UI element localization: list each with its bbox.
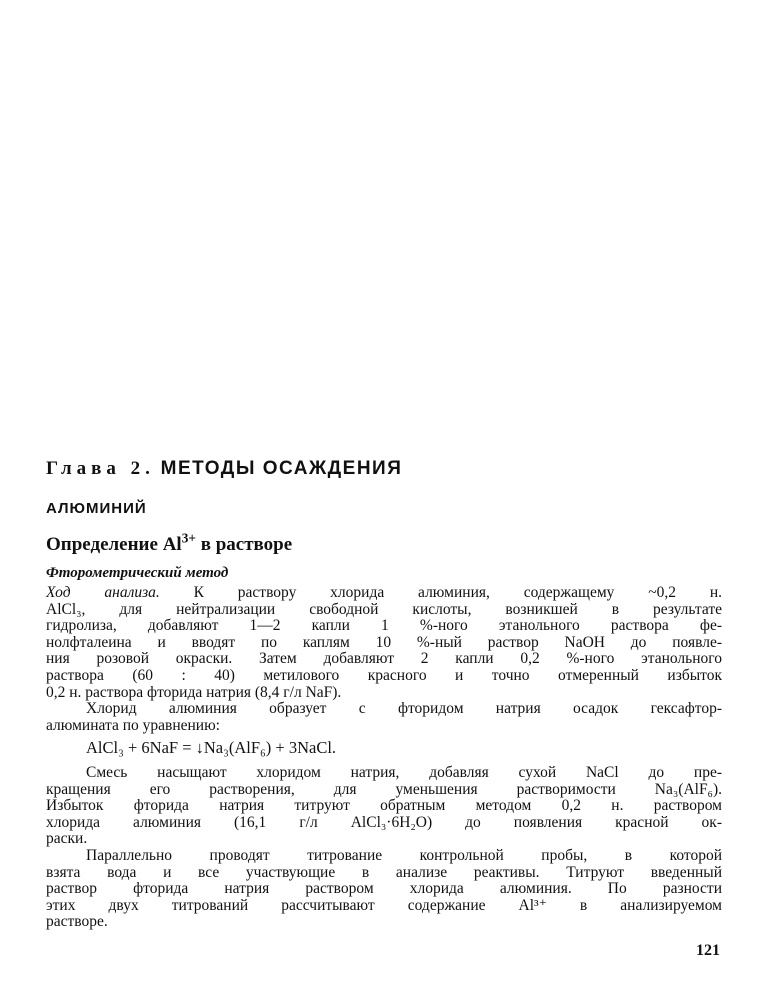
paragraph1-line: 0,2 н. раствора фторида натрия (8,4 г/л NaF). bbox=[46, 683, 342, 701]
analysis-lead: Ход анализа. bbox=[46, 584, 160, 601]
paragraph1-line: AlCl₃, для нейтрализации свободной кислоты, возникшей в результате bbox=[46, 600, 722, 618]
method-heading: Фторометрический метод bbox=[46, 565, 229, 581]
paragraph3-line: хлорида алюминия (16,1 г/л AlCl₃·6H₂O) до появления красной ок- bbox=[46, 813, 722, 831]
chapter-title: МЕТОДЫ ОСАЖДЕНИЯ bbox=[160, 458, 403, 479]
subsection-title-pre: Определение Al bbox=[46, 534, 182, 555]
page-number: 121 bbox=[696, 942, 720, 959]
paragraph4-line: этих двух титрований рассчитывают содержание Al³⁺ в анализируемом bbox=[46, 896, 722, 914]
paragraph1-line: гидролиза, добавляют 1—2 капли 1 %-ного этанольного раствора фе- bbox=[46, 617, 722, 635]
paragraph3-line: кращения его растворения, для уменьшения растворимости Na₃(AlF₆). bbox=[46, 780, 722, 798]
paragraph1-line: нолфталеина и вводят по каплям 10 %-ный раствор NaOH до появле- bbox=[46, 633, 722, 651]
paragraph1-line bbox=[46, 585, 722, 602]
paragraph1-line: ния розовой окраски. Затем добавляют 2 капли 0,2 %-ного этанольного bbox=[46, 650, 722, 668]
paragraph2-line: Хлорид алюминия образует с фторидом натрия осадок гексафтор- bbox=[86, 700, 722, 718]
subsection-title-sup: 3+ bbox=[181, 530, 196, 546]
paragraph1-line-text: К раствору хлорида алюминия, содержащему ~0,2 н. bbox=[159, 584, 722, 601]
paragraph2-line: алюмината по уравнению: bbox=[46, 716, 220, 734]
section-heading: АЛЮМИНИЙ bbox=[46, 500, 147, 517]
paragraph1-line: раствора (60 : 40) метилового красного и точно отмеренный избыток bbox=[46, 666, 722, 684]
paragraph3-line: Избыток фторида натрия титруют обратным методом 0,2 н. раствором bbox=[46, 797, 722, 815]
paragraph4-line: Параллельно проводят титрование контрольной пробы, в которой bbox=[86, 846, 722, 864]
chapter-heading bbox=[46, 458, 402, 480]
reaction-equation: AlCl₃ + 6NaF = ↓Na₃(AlF₆) + 3NaCl. bbox=[86, 738, 337, 758]
body-text bbox=[46, 585, 722, 931]
paragraph3-line: раски. bbox=[46, 830, 88, 848]
paragraph4-line: растворе. bbox=[46, 913, 108, 931]
paragraph4-line: взята вода и все участвующие в анализе реактивы. Титруют введенный bbox=[46, 863, 722, 881]
paragraph3-line: Смесь насыщают хлоридом натрия, добавляя сухой NaCl до пре- bbox=[86, 763, 722, 781]
subsection-title-post: в растворе bbox=[195, 534, 293, 555]
paragraph4-line: раствор фторида натрия раствором хлорида алюминия. По разности bbox=[46, 880, 722, 898]
subsection-heading bbox=[46, 530, 293, 556]
chapter-label: Глава 2. bbox=[46, 458, 155, 479]
